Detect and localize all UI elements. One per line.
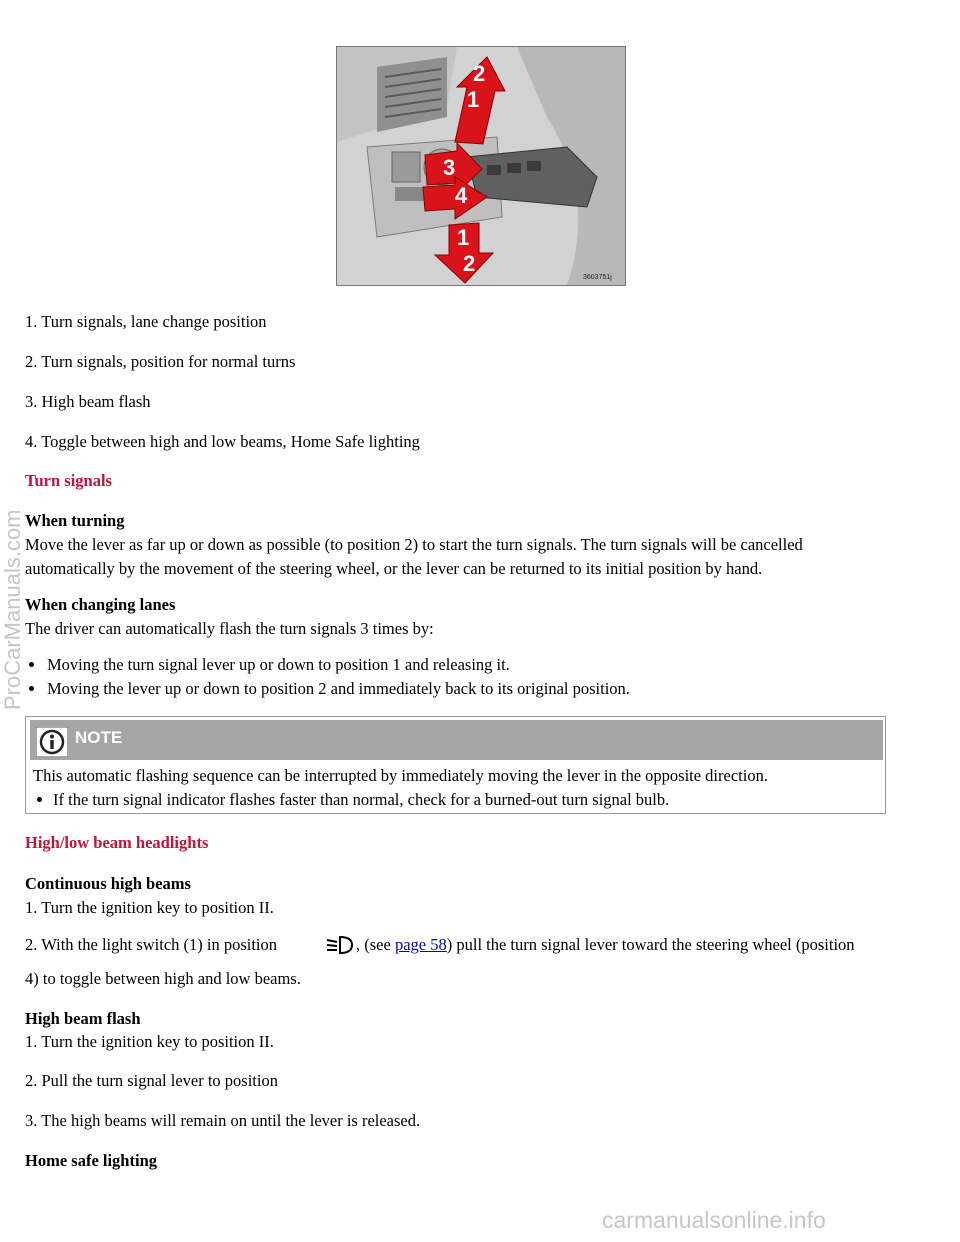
info-icon bbox=[36, 727, 68, 757]
step-text: 1. Turn the ignition key to position II. bbox=[25, 1032, 274, 1051]
section-heading-turn-signals: Turn signals bbox=[25, 471, 112, 490]
arrow-label: 3 bbox=[443, 155, 456, 180]
step-text: 2. Pull the turn signal lever to position bbox=[25, 1071, 278, 1090]
list-item: Moving the turn signal lever up or down to position 1 and releasing it. bbox=[47, 655, 510, 674]
bottom-watermark: carmanualsonline.info bbox=[602, 1207, 826, 1233]
subheading-high-beam-flash: High beam flash bbox=[25, 1009, 141, 1028]
arrow-label: 2 bbox=[463, 251, 476, 276]
note-box bbox=[25, 716, 886, 814]
step-text: , (see bbox=[356, 935, 391, 954]
note-text: This automatic flashing sequence can be interrupted by immediately moving the lever in the opposite direction. bbox=[33, 766, 768, 785]
figure-code: 3603751j bbox=[583, 274, 612, 281]
legend-item-3: 3. High beam flash bbox=[25, 392, 151, 411]
legend-item-2: 2. Turn signals, position for normal turns bbox=[25, 352, 296, 371]
step-text: 1. Turn the ignition key to position II. bbox=[25, 898, 274, 917]
bullet-dot bbox=[29, 662, 34, 667]
subheading-home-safe-lighting: Home safe lighting bbox=[25, 1151, 157, 1170]
paragraph-line: automatically by the movement of the steering wheel, or the lever can be returned to its initial position by hand. bbox=[25, 559, 763, 578]
low-beam-headlight-icon bbox=[324, 934, 354, 956]
turn-signal-lever-figure bbox=[336, 46, 626, 286]
arrow-label: 2 bbox=[473, 61, 486, 86]
subheading-when-turning: When turning bbox=[25, 511, 125, 530]
paragraph-line: Move the lever as far up or down as possible (to position 2) to start the turn signals. The turn signals will be cancelled bbox=[25, 535, 803, 554]
arrow-label: 1 bbox=[457, 225, 470, 250]
arrow-label: 4 bbox=[455, 183, 468, 208]
legend-item-1: 1. Turn signals, lane change position bbox=[25, 312, 267, 331]
step-text: 2. With the light switch (1) in position bbox=[25, 935, 278, 954]
inline-text bbox=[356, 933, 855, 957]
subheading-changing-lanes: When changing lanes bbox=[25, 595, 176, 614]
page-58-link[interactable]: page 58 bbox=[394, 935, 447, 954]
section-heading-high-low-beam: High/low beam headlights bbox=[25, 833, 209, 852]
paragraph-line: The driver can automatically flash the turn signals 3 times by: bbox=[25, 619, 434, 638]
note-list-item: If the turn signal indicator flashes faster than normal, check for a burned-out turn signal bulb. bbox=[53, 790, 670, 809]
list-item: Moving the lever up or down to position 2 and immediately back to its original position. bbox=[47, 679, 630, 698]
note-header bbox=[30, 720, 883, 760]
note-title: NOTE bbox=[75, 728, 123, 747]
arrow-label: 1 bbox=[467, 87, 480, 112]
step-text: ) pull the turn signal lever toward the steering wheel (position bbox=[446, 935, 855, 954]
bullet-dot bbox=[29, 686, 34, 691]
lever-illustration bbox=[337, 47, 625, 285]
side-watermark: ProCarManuals.com bbox=[0, 509, 25, 710]
step-text: 3. The high beams will remain on until the lever is released. bbox=[25, 1111, 421, 1130]
subheading-continuous-high-beams: Continuous high beams bbox=[25, 874, 191, 893]
bullet-dot bbox=[37, 797, 42, 802]
legend-item-4: 4. Toggle between high and low beams, Home Safe lighting bbox=[25, 432, 420, 451]
step-text: 4) to toggle between high and low beams. bbox=[25, 969, 301, 988]
